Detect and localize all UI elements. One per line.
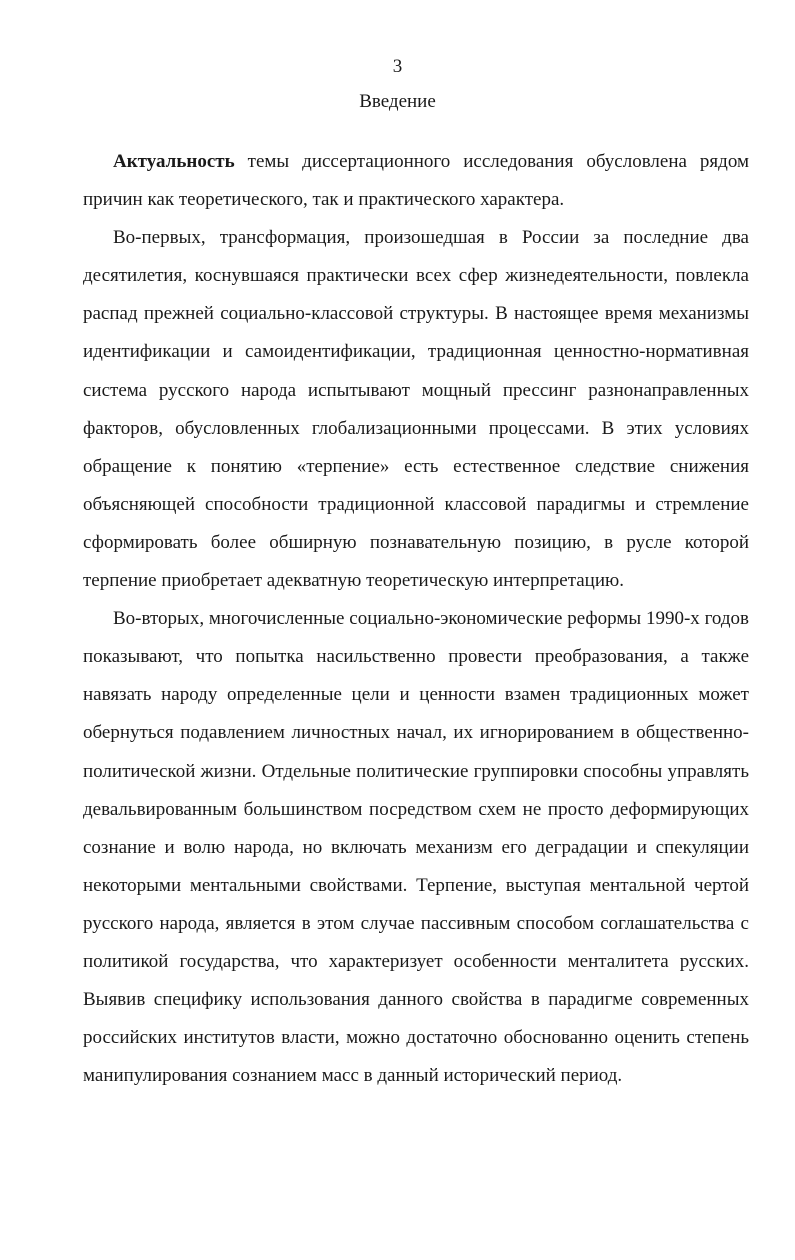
paragraph-first-reason <box>83 219 749 600</box>
paragraph-second-reason <box>83 600 749 1095</box>
paragraph-lead-term: Актуальность <box>113 151 235 172</box>
paragraph-text: Во-вторых, многочисленные социально-экономические реформы 1990-х годов показывают, что попытка насильственно провести преобразования, а также навязать народу определенные цели и ценности взамен традиционных может обернуться подавлением личностных начал, их игнорированием в общественно-политической жизни. Отдельные политические группировки способны управлять девальвированным большинством посредством схем не просто деформирующих сознание и волю народа, но включать механизм его деградации и спекуляции некоторыми ментальными свойствами. Терпение, выступая ментальной чертой русского народа, является в этом случае пассивным способом соглашательства с политикой государства, что характеризует особенности менталитета русских. Выявив специфику использования данного свойства в парадигме современных российских институтов власти, можно достаточно обоснованно оценить степень манипулирования сознанием масс в данный исторический период. <box>83 608 749 1087</box>
paragraph-text: Во-первых, трансформация, произошедшая в России за последние два десятилетия, коснувшаяся практически всех сфер жизнедеятельности, повлекла распад прежней социально-классовой структуры. В настоящее время механизмы идентификации и самоидентификации, традиционная ценностно-нормативная система русского народа испытывают мощный прессинг разнонаправленных факторов, обусловленных глобализационными процессами. В этих условиях обращение к понятию «терпение» есть естественное следствие снижения объясняющей способности традиционной классовой парадигмы и стремление сформировать более обширную познавательную позицию, в русле которой терпение приобретает адекватную теоретическую интерпретацию. <box>83 227 749 592</box>
page-title: Введение <box>359 91 436 112</box>
paragraph-text: темы диссертационного исследования обусловлена рядом причин как теоретического, так и практического характера. <box>83 151 749 211</box>
body-text <box>83 143 749 1095</box>
page-number: 3 <box>392 56 403 77</box>
paragraph-relevance <box>83 143 749 219</box>
